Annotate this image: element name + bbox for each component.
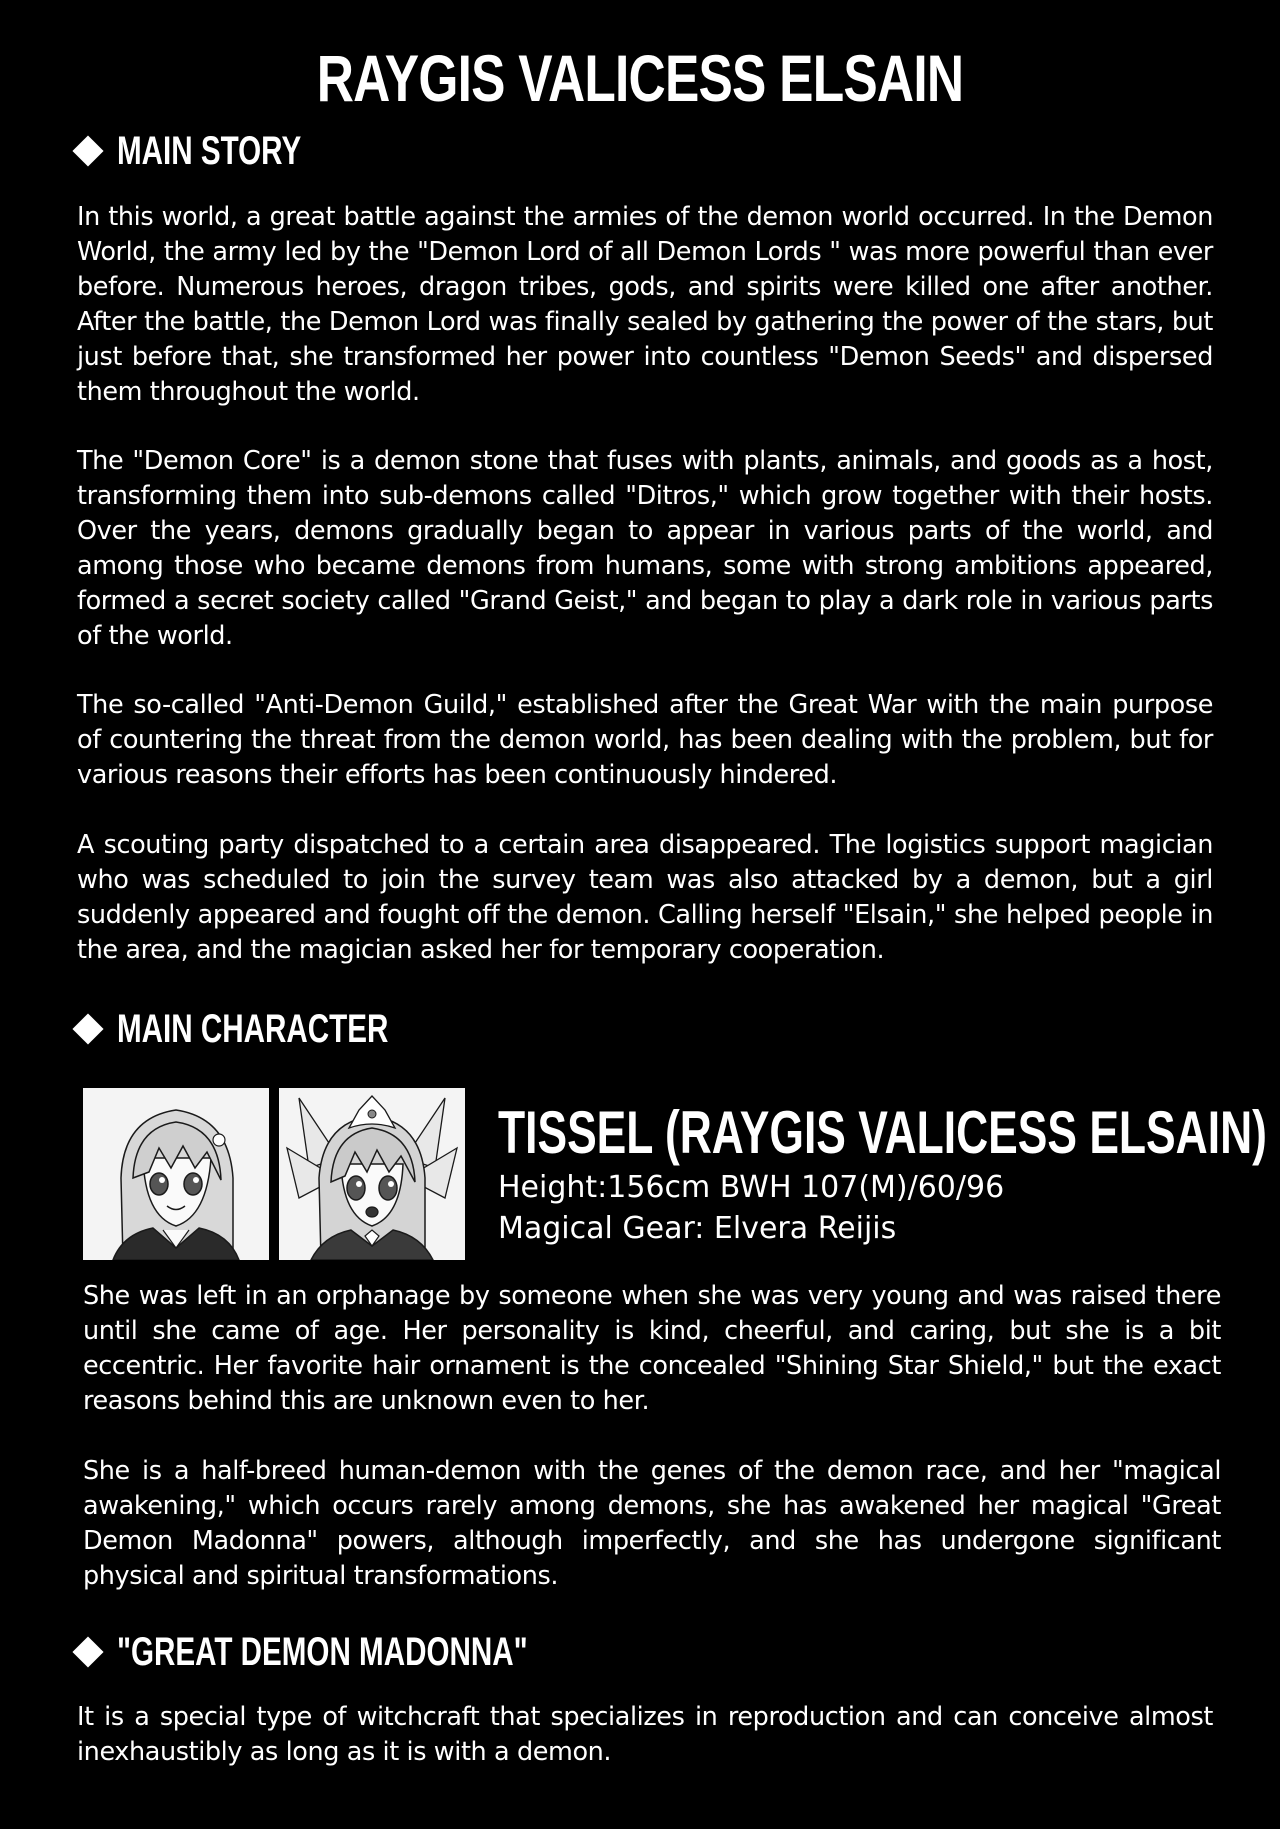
diamond-bullet-icon [72,135,103,166]
page-title: RAYGIS VALICESS ELSAIN [316,41,964,115]
character-paragraph: She was left in an orphanage by someone when she was very young and was raised there until she came of age. Her personality is kind, cheerful, and caring, but she is a bit eccentric. Her favorite hair ornament is the concealed "Shining Star Shield," but the exact reasons behind this are unknown even to her. [83,1281,1221,1416]
character-height-bwh: Height:156cm BWH 107(M)/60/96 [498,1170,1005,1205]
portrait-art [279,1088,465,1260]
main-story-header [70,126,366,176]
story-paragraph: In this world, a great battle against the armies of the demon world occurred. In the Demon World, the army led by the "Demon Lord of all Demon Lords " was more powerful than ever before. Numerous heroes, dragon tribes, gods, and spirits were killed one after another. After the battle, the Demon Lord was finally sealed by gathering the power of the stars, but just before that, she transformed her power into countless "Demon Seeds" and dispersed them throughout the world. [77,202,1213,407]
main-character-header [70,1004,484,1054]
section-heading: MAIN CHARACTER [117,1007,389,1051]
diamond-bullet-icon [72,1636,103,1667]
diamond-bullet-icon [72,1013,103,1044]
character-portrait-school-uniform [83,1088,269,1260]
section-heading: MAIN STORY [117,129,302,173]
character-magical-gear: Magical Gear: Elvera Reijis [498,1211,897,1246]
character-portrait-magical-form [279,1088,465,1260]
portrait-art [83,1088,269,1260]
character-name: TISSEL (RAYGIS VALICESS ELSAIN) [498,1099,1267,1166]
story-paragraph: The "Demon Core" is a demon stone that fuses with plants, animals, and goods as a host, transforming them into sub-demons called "Ditros," which grow together with their hosts. Over the years, demons gradually began to appear in various parts of the world, and among those who became demons from humans, some with strong ambitions appeared, formed a secret society called "Grand Geist," and began to play a dark role in various parts of the world. [77,446,1213,651]
madonna-paragraph: It is a special type of witchcraft that specializes in reproduction and can conceive almost inexhaustibly as long as it is with a demon. [77,1702,1213,1767]
great-demon-madonna-header [70,1627,672,1677]
story-paragraph: The so-called "Anti-Demon Guild," established after the Great War with the main purpose of countering the threat from the demon world, has been dealing with the problem, but for various reasons their efforts has been continuously hindered. [77,690,1213,790]
section-heading: "GREAT DEMON MADONNA" [117,1630,528,1674]
character-paragraph: She is a half-breed human-demon with the genes of the demon race, and her "magical awakening," which occurs rarely among demons, she has awakened her magical "Great Demon Madonna" powers, although imperfectly, and she has undergone significant physical and spiritual transformations. [83,1456,1221,1591]
story-paragraph: A scouting party dispatched to a certain area disappeared. The logistics support magician who was scheduled to join the survey team was also attacked by a demon, but a girl suddenly appeared and fought off the demon. Calling herself "Elsain," she helped people in the area, and the magician asked her for temporary cooperation. [77,830,1213,965]
